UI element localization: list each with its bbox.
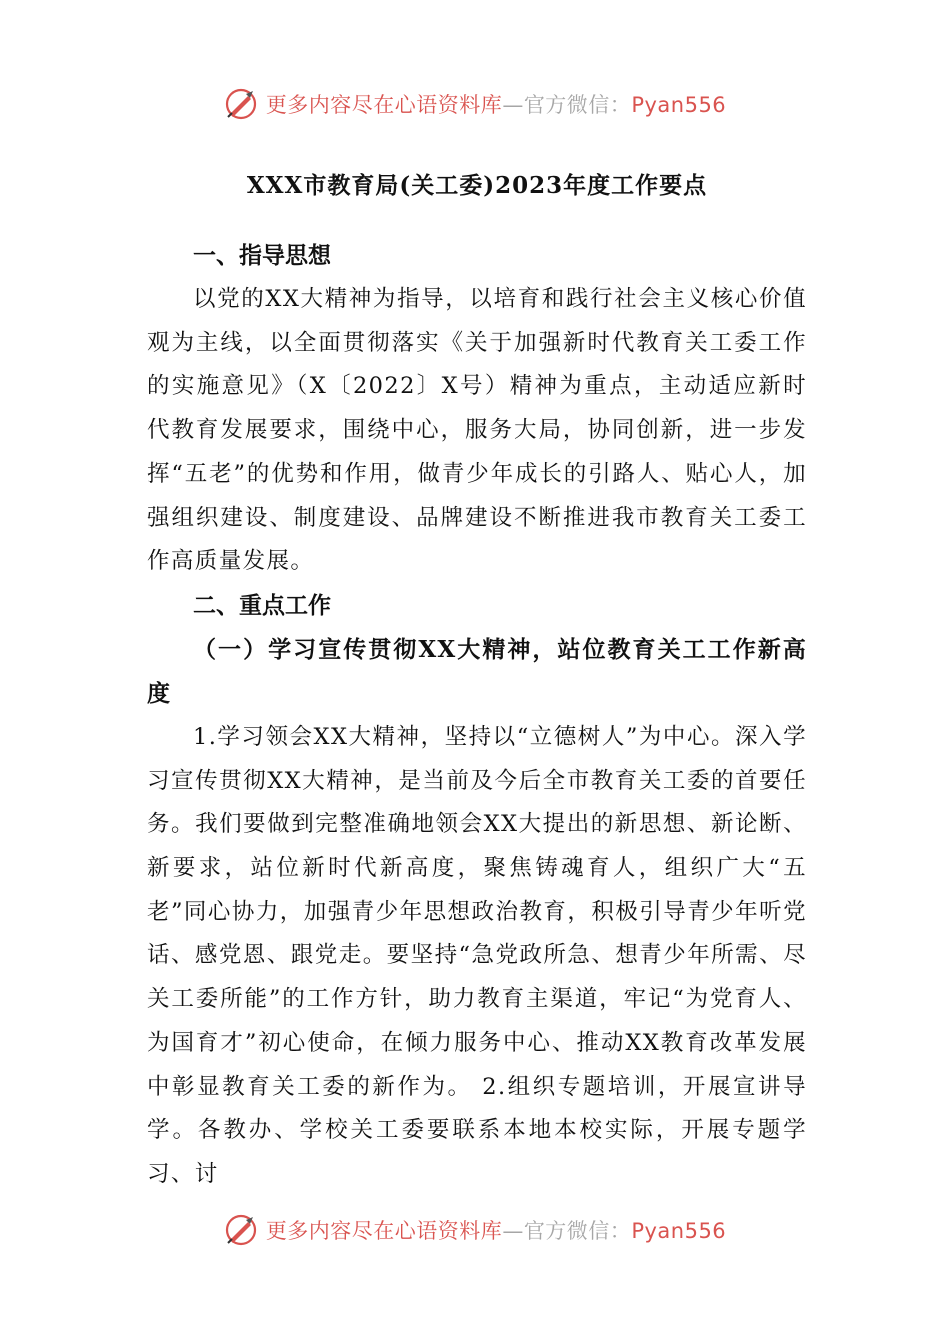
watermark-bottom [0, 1210, 950, 1250]
pen-logo-icon [224, 87, 258, 121]
watermark-text [266, 89, 726, 119]
watermark-suffix: 官方微信： [523, 93, 632, 117]
watermark-id: Pyan556 [631, 1219, 727, 1243]
watermark-text [266, 1215, 726, 1245]
watermark-id: Pyan556 [631, 93, 727, 117]
watermark-top [0, 84, 950, 124]
document-title: XXX市教育局(关工委)2023年度工作要点 [246, 172, 708, 199]
section-heading-key-work: 二、重点工作 [193, 591, 331, 619]
watermark-dash: — [502, 1219, 524, 1243]
document-body [147, 164, 807, 1197]
watermark-dash: — [502, 93, 524, 117]
pen-logo-icon [224, 1213, 258, 1247]
watermark-prefix: 更多内容尽在心语资料库 [265, 1219, 503, 1243]
section-heading-guiding-ideology: 一、指导思想 [193, 242, 331, 269]
section-paragraph-guiding-ideology: 以党的XX大精神为指导，以培育和践行社会主义核心价值观为主线，以全面贯彻落实《关于加强新时代教育关工委工作的实施意见》（X〔2022〕X号）精神为重点，主动适应新时代教育发展要求，围绕中心，服务大局，协同创新，进一步发挥“五老”的优势和作用，做青少年成长的引路人、贴心人，加强组织建设、制度建设、品牌建设不断推进我市教育关工委工作高质量发展。 [147, 286, 807, 575]
subsection-paragraph-study: 1.学习领会XX大精神，坚持以“立德树人”为中心。深入学习宣传贯彻XX大精神，是当前及今后全市教育关工委的首要任务。我们要做到完整准确地领会XX大提出的新思想、新论断、新要求，站位新时代新高度，聚焦铸魂育人，组织广大“五老”同心协力，加强青少年思想政治教育，积极引导青少年听党话、感党恩、跟党走。要坚持“急党政所急、想青少年所需、尽关工委所能”的工作方针，助力教育主渠道，牢记“为党育人、为国育才”初心使命，在倾力服务中心、推动XX教育改革发展中彰显教育关工委的新作为。 2.组织专题培训，开展宣讲导学。各教办、学校关工委要联系本地本校实际，开展专题学习、讨 [147, 723, 807, 1187]
watermark-prefix: 更多内容尽在心语资料库 [265, 93, 503, 117]
watermark-suffix: 官方微信： [523, 1219, 632, 1243]
subsection-heading-study: （一）学习宣传贯彻XX大精神，站位教育关工工作新高度 [147, 635, 807, 707]
